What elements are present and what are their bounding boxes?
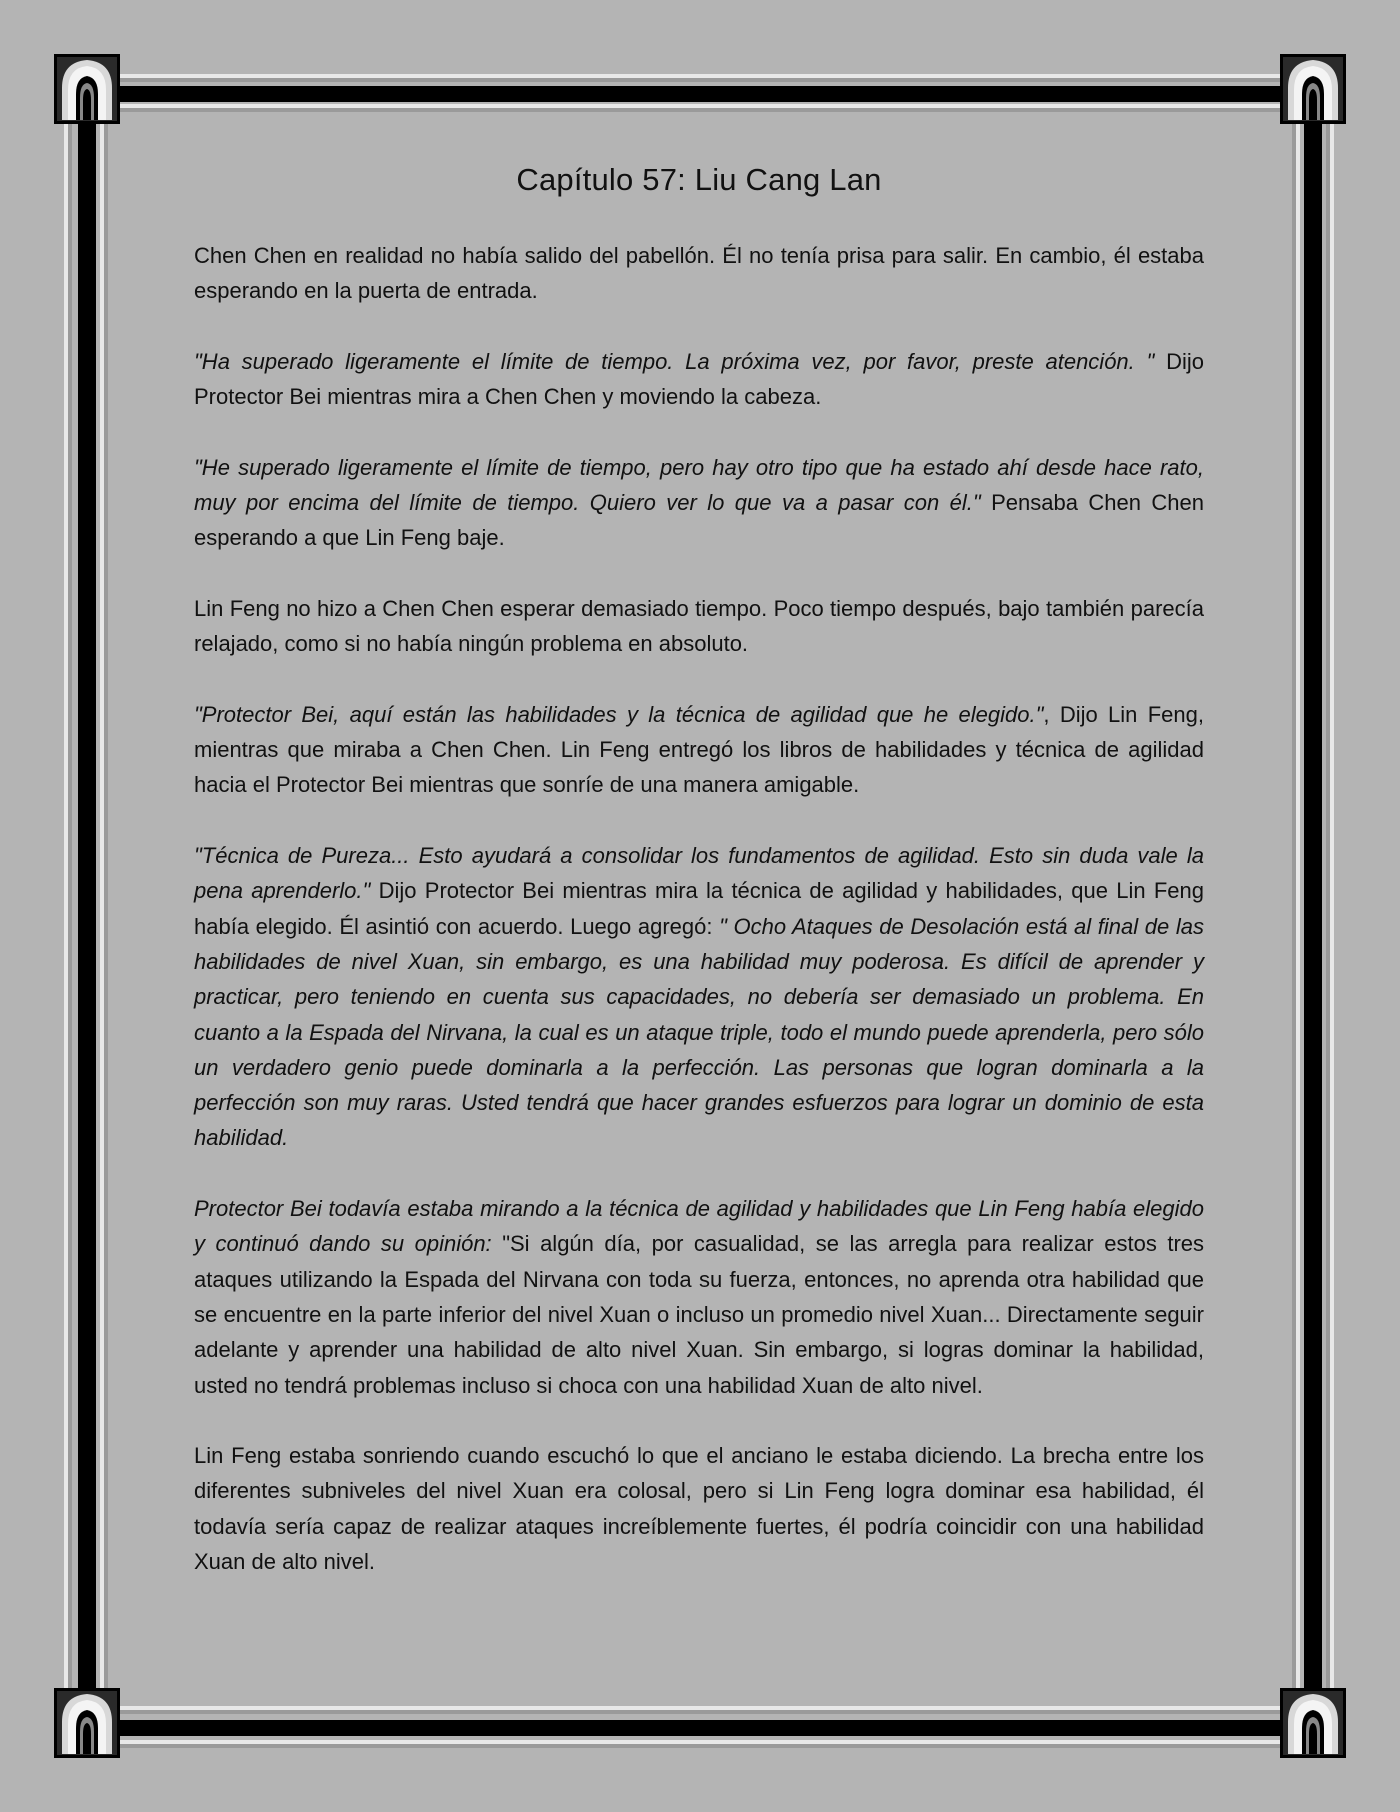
paragraph <box>194 238 1204 309</box>
text-segment: Lin Feng no hizo a Chen Chen esperar demasiado tiempo. Poco tiempo después, bajo también parecía relajado, como si no había ningún problema en absoluto. <box>194 595 1204 657</box>
left-border-band <box>64 110 108 1710</box>
right-border-band <box>1292 110 1334 1710</box>
paragraph <box>194 1191 1204 1403</box>
text-segment: Lin Feng estaba sonriendo cuando escuchó lo que el anciano le estaba diciendo. La brecha entre los diferentes subniveles del nivel Xuan era colosal, pero si Lin Feng logra dominar esa habilidad, él todavía sería capaz de realizar ataques increíblemente fuertes, él podría coincidir con una habilidad Xuan de alto nivel. <box>194 1443 1204 1574</box>
bottom-border-band <box>110 1706 1290 1748</box>
corner-ornament-bottom-left <box>54 1688 120 1758</box>
text-segment: , Dijo Lin Feng, mientras que miraba a Chen Chen. Lin Feng entregó los libros de habilidades y técnica de agilidad hacia el Protector Bei mientras que sonríe de una manera amigable. <box>194 701 1204 798</box>
italic-text-segment: "Ha superado ligeramente el límite de tiempo. La próxima vez, por favor, preste atención. " <box>194 348 1155 374</box>
corner-ornament-bottom-right <box>1280 1688 1346 1758</box>
text-segment: Dijo Protector Bei mientras mira la técnica de agilidad y habilidades, que Lin Feng había elegido. Él asintió con acuerdo. Luego agregó: <box>194 878 1204 939</box>
paragraph-list <box>194 238 1204 1579</box>
text-segment: Dijo Protector Bei mientras mira a Chen Chen y moviendo la cabeza. <box>194 348 1204 410</box>
italic-text-segment: "Protector Bei, aquí están las habilidades y la técnica de agilidad que he elegido." <box>194 701 1044 727</box>
paragraph <box>194 838 1204 1156</box>
italic-text-segment: " Ocho Ataques de Desolación está al final de las habilidades de nivel Xuan, sin embargo, es una habilidad muy poderosa. Es difícil de aprender y practicar, pero teniendo en cuenta sus capacidades, no debería ser demasiado un problema. En cuanto a la Espada del Nirvana, la cual es un ataque triple, todo el mundo puede aprenderla, pero sólo un verdadero genio puede dominarla a la perfección. Las personas que logran dominarla a la perfección son muy raras. Usted tendrá que hacer grandes esfuerzos para lograr un dominio de esta habilidad. <box>194 913 1204 1151</box>
top-border-band <box>110 74 1290 112</box>
corner-ornament-top-left <box>54 54 120 124</box>
paragraph <box>194 697 1204 803</box>
italic-text-segment: "He superado ligeramente el límite de tiempo, pero hay otro tipo que ha estado ahí desde hace rato, muy por encima del límite de tiempo. Quiero ver lo que va a pasar con él." <box>194 454 1204 516</box>
paragraph <box>194 344 1204 415</box>
paragraph <box>194 1438 1204 1579</box>
italic-text-segment: Protector Bei todavía estaba mirando a la técnica de agilidad y habilidades que Lin Feng había elegido y continuó dando su opinión: <box>194 1196 1204 1257</box>
text-segment: Chen Chen en realidad no había salido del pabellón. Él no tenía prisa para salir. En cambio, él estaba esperando en la puerta de entrada. <box>194 243 1204 304</box>
text-segment: Pensaba Chen Chen esperando a que Lin Feng baje. <box>194 490 1204 551</box>
page-content <box>194 150 1204 1615</box>
paragraph <box>194 591 1204 662</box>
corner-ornament-top-right <box>1280 54 1346 124</box>
italic-text-segment: "Técnica de Pureza... Esto ayudará a consolidar los fundamentos de agilidad. Esto sin duda vale la pena aprenderlo." <box>194 843 1204 904</box>
text-segment: "Si algún día, por casualidad, se las arregla para realizar estos tres ataques utilizando la Espada del Nirvana con toda su fuerza, entonces, no aprenda otra habilidad que se encuentre en la parte inferior del nivel Xuan o incluso un promedio nivel Xuan... Directamente seguir adelante y aprender una habilidad de alto nivel Xuan. Sin embargo, si logras dominar la habilidad, usted no tendrá problemas incluso si choca con una habilidad Xuan de alto nivel. <box>194 1231 1205 1398</box>
paragraph <box>194 450 1204 556</box>
chapter-title: Capítulo 57: Liu Cang Lan <box>516 162 882 197</box>
